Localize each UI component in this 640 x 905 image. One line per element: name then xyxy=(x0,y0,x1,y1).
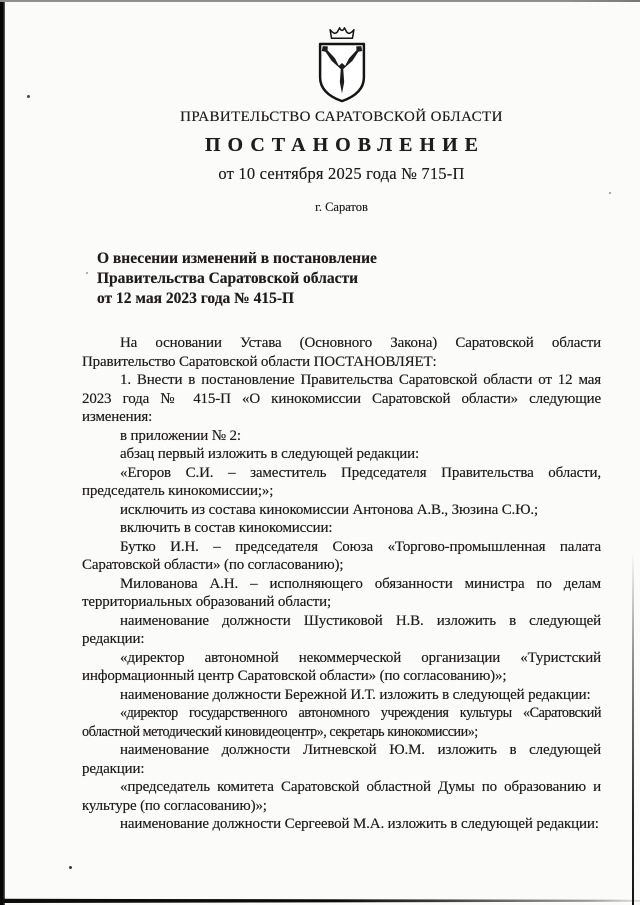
document-title-line: Правительства Саратовской области xyxy=(97,270,358,287)
paragraph: наименование должности Шустиковой Н.В. изложить в следующей редакции: xyxy=(82,612,601,647)
paragraph: Милованова А.Н. – исполняющего обязанности министра по делам территориальных образований области; xyxy=(82,575,601,610)
issuing-authority: ПРАВИТЕЛЬСТВО САРАТОВСКОЙ ОБЛАСТИ xyxy=(180,109,503,125)
document-type-heading: ПОСТАНОВЛЕНИЕ xyxy=(205,134,485,156)
paragraph: 1. Внести в постановление Правительства Саратовской области от 12 мая 2023 года № 415-П «О кинокомиссии Саратовской области» следующие изменения: xyxy=(82,372,601,425)
paragraph: в приложении № 2: xyxy=(120,427,241,444)
document-place: г. Саратов xyxy=(315,200,368,214)
scan-speck xyxy=(609,192,611,194)
saratov-coat-of-arms-icon xyxy=(315,24,369,104)
paragraph: наименование должности Литневской Ю.М. изложить в следующей редакции: xyxy=(82,742,601,777)
document-title xyxy=(97,249,601,309)
scan-speck xyxy=(27,95,30,98)
paragraph: «директор государственного автономного учреждения культуры «Саратовский областной методический киновидеоцентр», секретарь кинокомиссии»; xyxy=(82,705,601,740)
paragraph: наименование должности Сергеевой М.А. изложить в следующей редакции: xyxy=(120,816,599,832)
paragraph: На основании Устава (Основного Закона) Саратовской области Правительство Саратовской области ПОСТАНОВЛЯЕТ: xyxy=(82,335,601,370)
paragraph: Бутко И.Н. – председателя Союза «Торгово-промышленная палата Саратовской области» (по согласованию); xyxy=(82,538,601,573)
paragraph: включить в состав кинокомиссии: xyxy=(120,520,333,536)
paragraph: «директор автономной некоммерческой организации «Туристский информационный центр Саратовской области» (по согласованию)»; xyxy=(82,649,601,684)
scan-speck xyxy=(69,866,72,869)
paragraph: «Егоров С.И. – заместитель Председателя Правительства области, председатель кинокомиссии;»; xyxy=(82,464,601,499)
document-title-line: от 12 мая 2023 года № 415-П xyxy=(97,290,295,307)
document-body xyxy=(82,334,601,834)
paragraph: исключить из состава кинокомиссии Антонова А.В., Зюзина С.Ю.; xyxy=(120,501,539,518)
document-title-line: О внесении изменений в постановление xyxy=(97,250,377,267)
scan-edge-bottom-bar xyxy=(0,897,640,903)
paragraph: абзац первый изложить в следующей редакции: xyxy=(120,446,419,462)
paragraph: «председатель комитета Саратовской областной Думы по образованию и культуре (по согласованию)»; xyxy=(82,779,601,814)
scan-edge-right-line xyxy=(632,552,634,905)
paragraph: наименование должности Бережной И.Т. изложить в следующей редакции: xyxy=(120,686,591,703)
document-date-number: от 10 сентября 2025 года № 715-П xyxy=(218,164,465,183)
scan-edge-left-bar xyxy=(0,0,5,905)
